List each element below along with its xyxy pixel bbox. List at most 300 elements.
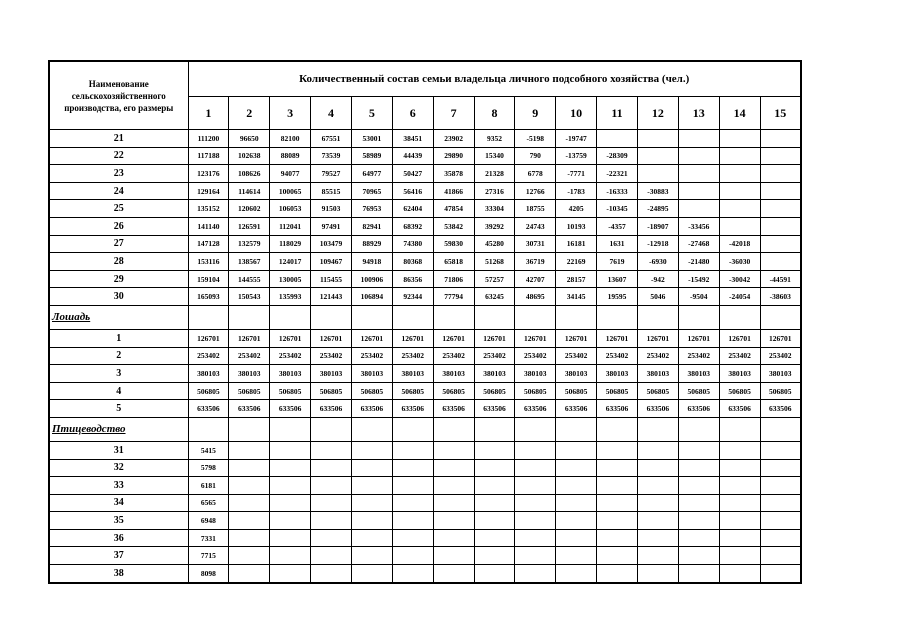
table-cell: 253402 — [270, 347, 311, 365]
table-cell — [719, 529, 760, 547]
table-cell — [229, 547, 270, 565]
table-cell: 380103 — [229, 365, 270, 383]
table-cell: 62404 — [392, 200, 433, 218]
table-cell — [637, 529, 678, 547]
column-header: 15 — [760, 97, 801, 130]
table-cell — [637, 165, 678, 183]
table-cell: -5198 — [515, 130, 556, 148]
table-cell — [678, 305, 719, 329]
table-cell: 100906 — [351, 270, 392, 288]
table-cell — [556, 417, 597, 441]
table-cell: 102638 — [229, 147, 270, 165]
table-cell: 165093 — [188, 288, 229, 306]
table-cell — [637, 130, 678, 148]
table-body — [49, 130, 801, 583]
table-cell: -44591 — [760, 270, 801, 288]
column-header: 2 — [229, 97, 270, 130]
row-label: 37 — [49, 547, 188, 565]
table-cell: 380103 — [719, 365, 760, 383]
table-cell — [229, 512, 270, 530]
column-header: 6 — [392, 97, 433, 130]
table-cell: 253402 — [719, 347, 760, 365]
table-cell — [351, 305, 392, 329]
table-cell — [270, 565, 311, 583]
table-cell: 6181 — [188, 477, 229, 495]
table-cell — [351, 547, 392, 565]
table-cell: 5415 — [188, 441, 229, 459]
table-cell — [433, 565, 474, 583]
table-cell — [719, 130, 760, 148]
table-cell — [556, 459, 597, 477]
table-cell: 70965 — [351, 182, 392, 200]
table-cell: 112041 — [270, 217, 311, 235]
table-cell: 126701 — [556, 329, 597, 347]
table-cell: 29890 — [433, 147, 474, 165]
table-cell — [637, 417, 678, 441]
table-cell: 633506 — [474, 400, 515, 418]
table-cell: 120602 — [229, 200, 270, 218]
table-cell — [351, 529, 392, 547]
table-cell — [760, 494, 801, 512]
table-cell: 22169 — [556, 253, 597, 271]
table-cell: 633506 — [188, 400, 229, 418]
table-cell: 126701 — [188, 329, 229, 347]
table-cell: 94918 — [351, 253, 392, 271]
row-label: 32 — [49, 459, 188, 477]
table-cell: 51268 — [474, 253, 515, 271]
table-cell — [188, 417, 229, 441]
row-label: 21 — [49, 130, 188, 148]
column-header: 10 — [556, 97, 597, 130]
row-label: 2 — [49, 347, 188, 365]
table-cell: 633506 — [311, 400, 352, 418]
table-cell: 633506 — [556, 400, 597, 418]
table-cell: 86356 — [392, 270, 433, 288]
column-header: 8 — [474, 97, 515, 130]
table-cell — [719, 477, 760, 495]
table-cell: -18907 — [637, 217, 678, 235]
table-cell: 7619 — [597, 253, 638, 271]
table-cell: 147128 — [188, 235, 229, 253]
table-cell — [270, 547, 311, 565]
table-cell: 106894 — [351, 288, 392, 306]
table-cell: 23902 — [433, 130, 474, 148]
table-cell — [351, 417, 392, 441]
table-cell: 633506 — [760, 400, 801, 418]
table-cell — [474, 305, 515, 329]
table-cell — [392, 459, 433, 477]
table-cell — [760, 417, 801, 441]
table-cell — [229, 459, 270, 477]
table-cell: 103479 — [311, 235, 352, 253]
horse-section-row — [49, 305, 801, 329]
table-cell — [311, 529, 352, 547]
table-cell: 38451 — [392, 130, 433, 148]
table-cell: 10193 — [556, 217, 597, 235]
table-cell: 126701 — [270, 329, 311, 347]
table-cell — [760, 459, 801, 477]
table-cell — [678, 547, 719, 565]
table-cell: 253402 — [556, 347, 597, 365]
table-cell: 123176 — [188, 165, 229, 183]
table-cell: 53842 — [433, 217, 474, 235]
table-cell — [597, 529, 638, 547]
table-cell: 82100 — [270, 130, 311, 148]
table-cell: 63245 — [474, 288, 515, 306]
table-cell: -24895 — [637, 200, 678, 218]
table-cell: 33304 — [474, 200, 515, 218]
table-cell: 64977 — [351, 165, 392, 183]
table-cell: 9352 — [474, 130, 515, 148]
table-cell — [270, 512, 311, 530]
table-cell — [433, 477, 474, 495]
table-cell: -27468 — [678, 235, 719, 253]
table-cell: 5046 — [637, 288, 678, 306]
table-cell — [311, 494, 352, 512]
table-cell: 380103 — [270, 365, 311, 383]
table-cell — [392, 565, 433, 583]
table-cell: -38603 — [760, 288, 801, 306]
table-cell — [719, 182, 760, 200]
table-cell — [311, 305, 352, 329]
table-cell — [270, 305, 311, 329]
table-cell: 24743 — [515, 217, 556, 235]
table-cell: 253402 — [515, 347, 556, 365]
table-cell — [311, 547, 352, 565]
table-cell: -9504 — [678, 288, 719, 306]
table-cell: 159104 — [188, 270, 229, 288]
table-cell — [719, 200, 760, 218]
table-row — [49, 494, 801, 512]
table-row — [49, 217, 801, 235]
column-header: 14 — [719, 97, 760, 130]
table-cell: 121443 — [311, 288, 352, 306]
table-cell — [433, 459, 474, 477]
row-label: 23 — [49, 165, 188, 183]
table-cell: 126701 — [637, 329, 678, 347]
table-cell: 59830 — [433, 235, 474, 253]
table-cell — [760, 477, 801, 495]
table-cell: 6565 — [188, 494, 229, 512]
table-cell — [678, 459, 719, 477]
table-cell: 30731 — [515, 235, 556, 253]
table-cell — [229, 477, 270, 495]
table-cell: 8098 — [188, 565, 229, 583]
row-label: 38 — [49, 565, 188, 583]
table-cell: -942 — [637, 270, 678, 288]
table-cell: 506805 — [270, 382, 311, 400]
table-cell — [433, 417, 474, 441]
table-cell: 253402 — [433, 347, 474, 365]
table-cell — [719, 565, 760, 583]
poultry-section-title: Птицеводство — [49, 417, 188, 441]
table-cell — [719, 305, 760, 329]
row-label: 22 — [49, 147, 188, 165]
header-title: Количественный состав семьи владельца личного подсобного хозяйства (чел.) — [188, 61, 801, 97]
table-cell — [351, 459, 392, 477]
table-cell: 85515 — [311, 182, 352, 200]
table-cell: 68392 — [392, 217, 433, 235]
table-cell — [719, 547, 760, 565]
table-cell — [637, 305, 678, 329]
table-cell: 16181 — [556, 235, 597, 253]
table-cell: 100065 — [270, 182, 311, 200]
table-cell — [392, 547, 433, 565]
table-cell: 7715 — [188, 547, 229, 565]
table-cell: 150543 — [229, 288, 270, 306]
table-cell — [760, 529, 801, 547]
table-cell: 380103 — [311, 365, 352, 383]
table-cell — [229, 441, 270, 459]
table-cell: -21480 — [678, 253, 719, 271]
table-cell: 126591 — [229, 217, 270, 235]
table-cell — [637, 494, 678, 512]
table-cell: 506805 — [597, 382, 638, 400]
table-cell: 82941 — [351, 217, 392, 235]
table-cell — [556, 547, 597, 565]
table-cell: 88929 — [351, 235, 392, 253]
table-cell: 19595 — [597, 288, 638, 306]
table-cell: 36719 — [515, 253, 556, 271]
table-cell: -1783 — [556, 182, 597, 200]
table-row — [49, 200, 801, 218]
table-cell: 380103 — [556, 365, 597, 383]
table-cell: 57257 — [474, 270, 515, 288]
table-row — [49, 329, 801, 347]
table-cell: 253402 — [637, 347, 678, 365]
table-cell: 21328 — [474, 165, 515, 183]
table-row — [49, 365, 801, 383]
table-cell: 506805 — [474, 382, 515, 400]
table-cell — [556, 477, 597, 495]
table-cell: 65818 — [433, 253, 474, 271]
row-label: 1 — [49, 329, 188, 347]
row-label: 26 — [49, 217, 188, 235]
table-cell — [515, 305, 556, 329]
table-cell — [474, 494, 515, 512]
table-cell: 96650 — [229, 130, 270, 148]
table-cell: 633506 — [678, 400, 719, 418]
table-cell — [597, 494, 638, 512]
table-cell — [637, 477, 678, 495]
table-cell — [719, 147, 760, 165]
table-cell — [597, 547, 638, 565]
table-cell: 34145 — [556, 288, 597, 306]
table-row — [49, 165, 801, 183]
table-cell: -13759 — [556, 147, 597, 165]
table-cell — [515, 529, 556, 547]
table-cell — [474, 459, 515, 477]
table-cell — [311, 441, 352, 459]
table-cell — [719, 441, 760, 459]
table-cell: 15340 — [474, 147, 515, 165]
table-cell: 18755 — [515, 200, 556, 218]
table-cell — [433, 547, 474, 565]
table-cell: 380103 — [637, 365, 678, 383]
table-cell — [556, 565, 597, 583]
column-header: 4 — [311, 97, 352, 130]
table-cell — [433, 305, 474, 329]
table-cell: 126701 — [515, 329, 556, 347]
table-cell — [270, 529, 311, 547]
table-cell: 380103 — [392, 365, 433, 383]
table-cell: 380103 — [515, 365, 556, 383]
table-cell — [515, 459, 556, 477]
table-cell — [474, 565, 515, 583]
table-cell: 506805 — [637, 382, 678, 400]
table-cell: 506805 — [229, 382, 270, 400]
table-cell: 253402 — [229, 347, 270, 365]
table-cell — [637, 547, 678, 565]
table-cell: 380103 — [188, 365, 229, 383]
table-cell: 380103 — [351, 365, 392, 383]
table-cell — [637, 512, 678, 530]
table-cell — [515, 512, 556, 530]
table-cell — [760, 565, 801, 583]
table-cell — [760, 235, 801, 253]
column-header: 3 — [270, 97, 311, 130]
table-cell — [474, 477, 515, 495]
table-cell: 130005 — [270, 270, 311, 288]
table-cell — [556, 305, 597, 329]
table-cell — [311, 565, 352, 583]
table-row — [49, 547, 801, 565]
table-row — [49, 459, 801, 477]
table-cell: 790 — [515, 147, 556, 165]
table-cell: 114614 — [229, 182, 270, 200]
table-cell — [760, 512, 801, 530]
table-cell — [597, 459, 638, 477]
table-cell — [597, 130, 638, 148]
table-cell — [474, 547, 515, 565]
table-cell — [760, 441, 801, 459]
table-cell — [392, 477, 433, 495]
table-cell: 506805 — [515, 382, 556, 400]
table-cell — [678, 147, 719, 165]
table-row — [49, 130, 801, 148]
table-cell — [556, 494, 597, 512]
table-row — [49, 235, 801, 253]
table-cell: 633506 — [433, 400, 474, 418]
table-cell — [229, 494, 270, 512]
horse-section-title: Лошадь — [49, 305, 188, 329]
table-cell: 380103 — [760, 365, 801, 383]
row-label: 25 — [49, 200, 188, 218]
table-cell — [760, 547, 801, 565]
table-cell: 253402 — [311, 347, 352, 365]
table-cell: 126701 — [474, 329, 515, 347]
table-cell: 6948 — [188, 512, 229, 530]
table-cell: 126701 — [678, 329, 719, 347]
table-cell: 108626 — [229, 165, 270, 183]
table-cell: 28157 — [556, 270, 597, 288]
table-cell: 380103 — [474, 365, 515, 383]
table-cell: 79527 — [311, 165, 352, 183]
row-label: 3 — [49, 365, 188, 383]
table-cell: 633506 — [270, 400, 311, 418]
table-cell: 44439 — [392, 147, 433, 165]
table-cell: 253402 — [760, 347, 801, 365]
table-cell: 253402 — [351, 347, 392, 365]
table-cell: 135152 — [188, 200, 229, 218]
table-cell: 506805 — [351, 382, 392, 400]
table-cell: -33456 — [678, 217, 719, 235]
table-cell: 506805 — [760, 382, 801, 400]
table-cell — [474, 512, 515, 530]
table-cell: -24054 — [719, 288, 760, 306]
table-cell: 506805 — [311, 382, 352, 400]
table-cell — [311, 477, 352, 495]
table-cell: 58989 — [351, 147, 392, 165]
table-cell — [392, 305, 433, 329]
table-cell: 88089 — [270, 147, 311, 165]
table-cell — [270, 441, 311, 459]
table-cell: 80368 — [392, 253, 433, 271]
table-cell: 380103 — [597, 365, 638, 383]
table-cell — [719, 217, 760, 235]
table-cell: 35878 — [433, 165, 474, 183]
table-row — [49, 565, 801, 583]
table-cell: 47854 — [433, 200, 474, 218]
table-cell: 138567 — [229, 253, 270, 271]
table-cell: 50427 — [392, 165, 433, 183]
table-cell: -36030 — [719, 253, 760, 271]
table-cell — [515, 477, 556, 495]
row-label: 4 — [49, 382, 188, 400]
table-cell: 633506 — [229, 400, 270, 418]
table-cell — [760, 305, 801, 329]
table-cell — [760, 253, 801, 271]
table-cell — [556, 512, 597, 530]
table-cell — [392, 494, 433, 512]
table-cell — [433, 494, 474, 512]
column-header: 9 — [515, 97, 556, 130]
table-cell: 506805 — [392, 382, 433, 400]
row-label: 36 — [49, 529, 188, 547]
table-cell: -28309 — [597, 147, 638, 165]
table-cell — [760, 165, 801, 183]
table-cell — [597, 477, 638, 495]
table-cell — [678, 182, 719, 200]
header-name-cell: Наименование сельскохозяйственного производства, его размеры — [49, 61, 188, 130]
table-cell — [351, 565, 392, 583]
table-cell — [515, 441, 556, 459]
table-cell: 126701 — [392, 329, 433, 347]
table-cell — [719, 459, 760, 477]
column-header: 13 — [678, 97, 719, 130]
table-cell — [597, 565, 638, 583]
table-cell — [637, 565, 678, 583]
table-cell — [433, 529, 474, 547]
table-cell: 45280 — [474, 235, 515, 253]
table-cell: 115455 — [311, 270, 352, 288]
table-cell: 53001 — [351, 130, 392, 148]
table-cell — [392, 441, 433, 459]
table-cell — [474, 441, 515, 459]
table-cell: 253402 — [392, 347, 433, 365]
row-label: 5 — [49, 400, 188, 418]
table-cell: 135993 — [270, 288, 311, 306]
table-cell: 141140 — [188, 217, 229, 235]
row-label: 35 — [49, 512, 188, 530]
table-row — [49, 529, 801, 547]
table-cell — [678, 130, 719, 148]
table-row — [49, 288, 801, 306]
table-cell — [678, 512, 719, 530]
table-cell: 94077 — [270, 165, 311, 183]
poultry-section-row — [49, 417, 801, 441]
table-cell: 633506 — [351, 400, 392, 418]
